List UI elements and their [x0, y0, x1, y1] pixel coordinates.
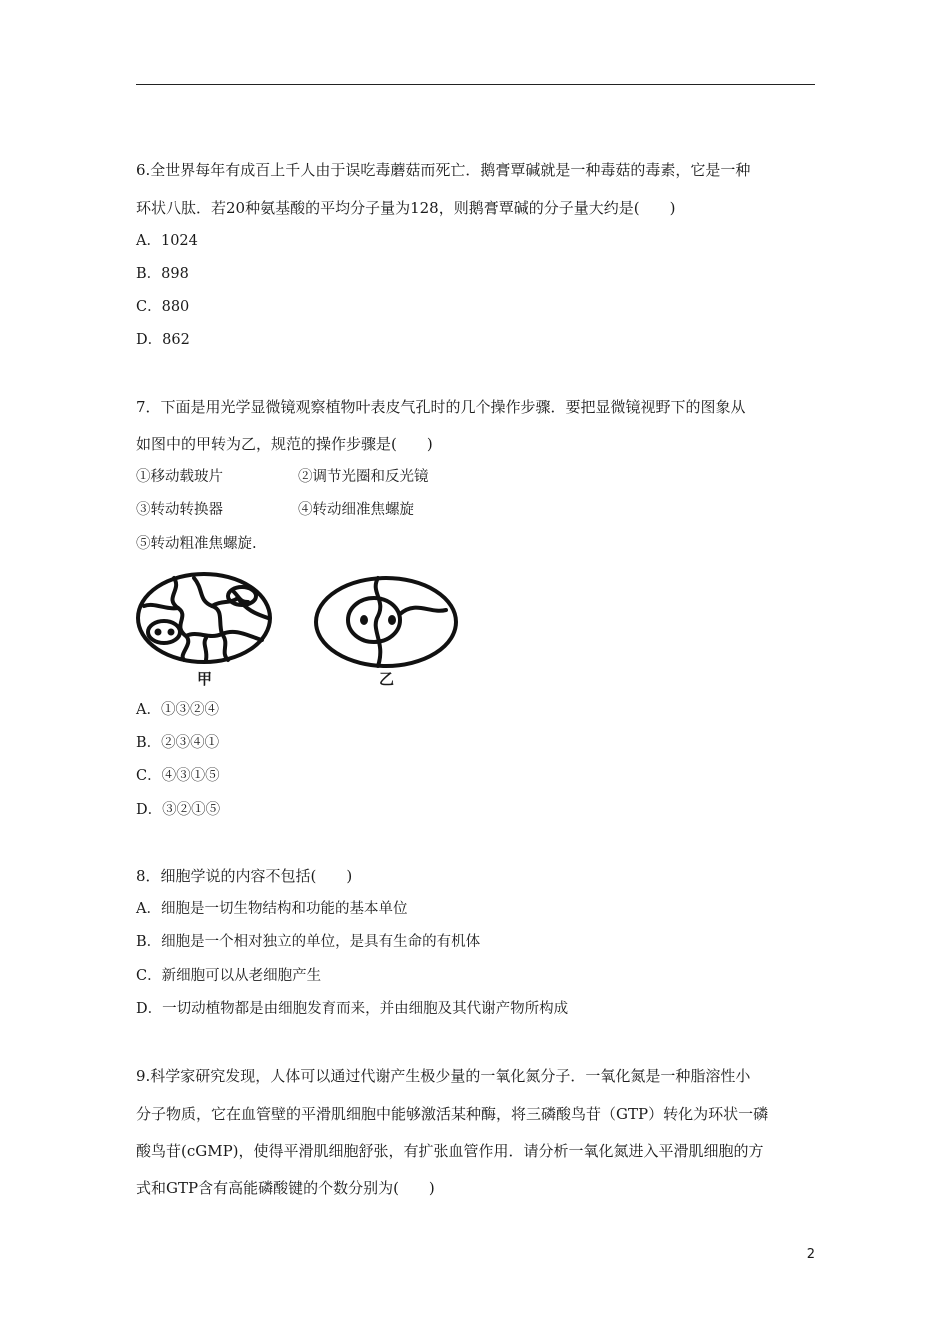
q7-step-3: ③转动转换器	[136, 502, 223, 518]
q7-step-2: ②调节光圈和反光镜	[298, 469, 429, 485]
q8-option-d: D．一切动植物都是由细胞发育而来，并由细胞及其代谢产物所构成	[136, 1001, 569, 1017]
q8-stem: 8．细胞学说的内容不包括( )	[136, 867, 353, 885]
q7-step-5: ⑤转动粗准焦螺旋.	[136, 536, 257, 552]
view-yi	[316, 578, 456, 666]
q6-stem-line1: 6.全世界每年有成百上千人由于误吃毒蘑菇而死亡．鹅膏覃碱就是一种毒菇的毒素，它是一种	[136, 161, 751, 179]
q9-stem-line1: 9.科学家研究发现，人体可以通过代谢产生极少量的一氧化氮分子．一氧化氮是一种脂溶性小	[136, 1067, 751, 1085]
q6-option-c: C．880	[136, 299, 190, 315]
q6-stem-line2: 环状八肽．若20种氨基酸的平均分子量为128，则鹅膏覃碱的分子量大约是( )	[136, 199, 676, 217]
q7-step-4: ④转动细准焦螺旋	[298, 502, 414, 518]
microscope-figure	[134, 570, 464, 690]
q7-option-c: C．④③①⑤	[136, 768, 220, 784]
q6-option-b: B．898	[136, 266, 189, 282]
microscope-views-drawing	[134, 570, 464, 690]
q6-option-d: D．862	[136, 332, 190, 348]
header-rule	[136, 84, 815, 85]
q6-option-a: A．1024	[136, 233, 198, 249]
q7-stem-line1: 7．下面是用光学显微镜观察植物叶表皮气孔时的几个操作步骤．要把显微镜视野下的图象从	[136, 398, 746, 416]
q7-stem-line2: 如图中的甲转为乙，规范的操作步骤是( )	[136, 435, 433, 453]
view-jia-guard-cells	[155, 629, 175, 636]
figure-label-jia: 甲	[197, 670, 213, 688]
q7-step-1: ①移动载玻片	[136, 469, 223, 485]
view-jia	[138, 574, 270, 662]
figure-label-yi: 乙	[379, 670, 395, 688]
q9-stem-line2: 分子物质，它在血管壁的平滑肌细胞中能够激活某种酶，将三磷酸鸟苷（GTP）转化为环状一磷	[136, 1105, 769, 1123]
q8-option-b: B．细胞是一个相对独立的单位，是具有生命的有机体	[136, 934, 481, 950]
q8-option-a: A．细胞是一切生物结构和功能的基本单位	[136, 901, 408, 917]
q9-stem-line3: 酸鸟苷(cGMP)，使得平滑肌细胞舒张，有扩张血管作用．请分析一氧化氮进入平滑肌细胞的方	[136, 1142, 764, 1160]
q8-option-c: C．新细胞可以从老细胞产生	[136, 968, 322, 984]
q7-option-d: D．③②①⑤	[136, 802, 221, 818]
q9-stem-line4: 式和GTP含有高能磷酸键的个数分别为( )	[136, 1179, 435, 1197]
q7-option-b: B．②③④①	[136, 735, 220, 751]
page-number: 2	[806, 1247, 815, 1262]
q7-option-a: A．①③②④	[136, 702, 219, 718]
